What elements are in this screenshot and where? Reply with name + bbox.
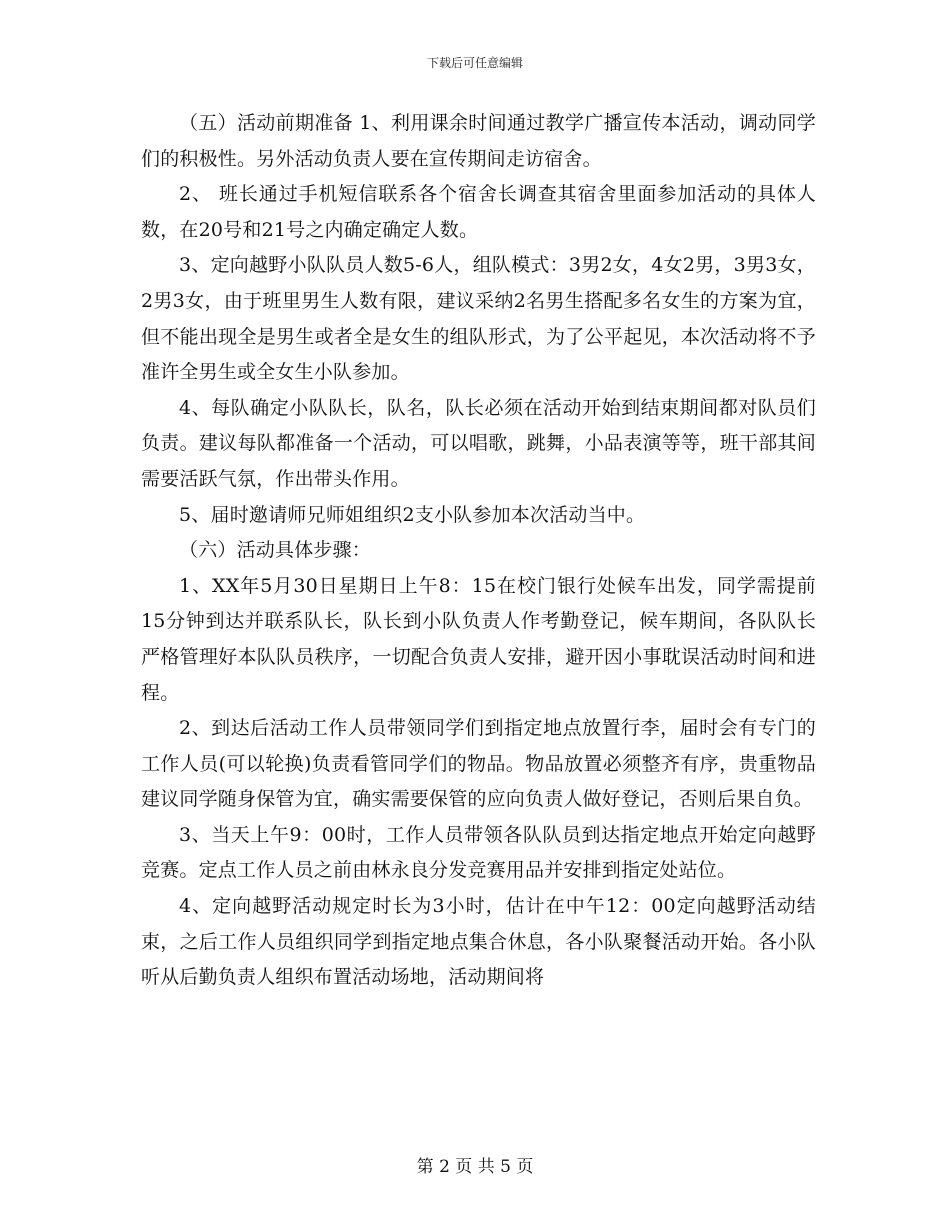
paragraph-step-3: 3、当天上午9：00时，工作人员带领各队队员到达指定地点开始定向越野竞赛。定点工作人员之前由林永良分发竞赛用品并安排到指定处站位。: [141, 823, 816, 882]
paragraph-step-2: 2、到达后活动工作人员带领同学们到指定地点放置行李，届时会有专门的工作人员(可以轮换)负责看管同学们的物品。物品放置必须整齐有序，贵重物品建议同学随身保管为宜，确实需要保管的应向负责人做好登记，否则后果自负。: [141, 717, 816, 811]
document-body: [141, 106, 816, 996]
paragraph-step-1: 1、XX年5月30日星期日上午8：15在校门银行处候车出发，同学需提前15分钟到达并联系队长，队长到小队负责人作考勤登记，候车期间，各队队长严格管理好本队队员秩序，一切配合负责人安排，避开因小事耽误活动时间和进程。: [141, 574, 816, 704]
paragraph-prep-3: 3、定向越野小队队员人数5-6人，组队模式：3男2女，4女2男，3男3女，2男3女，由于班里男生人数有限，建议采纳2名男生搭配多名女生的方案为宜，但不能出现全是男生或者全是女生的组队形式，为了公平起见，本次活动将不予准许全男生或全女生小队参加。: [141, 254, 816, 384]
section-heading-steps: （六）活动具体步骤：: [179, 539, 372, 562]
paragraph-prep-2: 2、 班长通过手机短信联系各个宿舍长调查其宿舍里面参加活动的具体人数，在20号和21号之内确定确定人数。: [141, 183, 816, 241]
page-footer: 第 2 页 共 5 页: [416, 1157, 534, 1177]
paragraph-prep-4: 4、每队确定小队队长，队名，队长必须在活动开始到结束期间都对队员们负责。建议每队都准备一个活动，可以唱歌，跳舞，小品表演等等，班干部其间需要活跃气氛，作出带头作用。: [141, 396, 816, 490]
page-header: 下载后可任意编辑: [426, 56, 523, 70]
paragraph-prep-5: 5、届时邀请师兄师姐组织2支小队参加本次活动当中。: [179, 503, 646, 526]
paragraph-step-4: 4、定向越野活动规定时长为3小时，估计在中午12：00定向越野活动结束，之后工作人员组织同学到指定地点集合休息，各小队聚餐活动开始。各小队听从后勤负责人组织布置活动场地，活动期间将: [141, 895, 816, 989]
paragraph-prep-intro: （五）活动前期准备 1、利用课余时间通过教学广播宣传本活动，调动同学们的积极性。另外活动负责人要在宣传期间走访宿舍。: [141, 112, 816, 170]
